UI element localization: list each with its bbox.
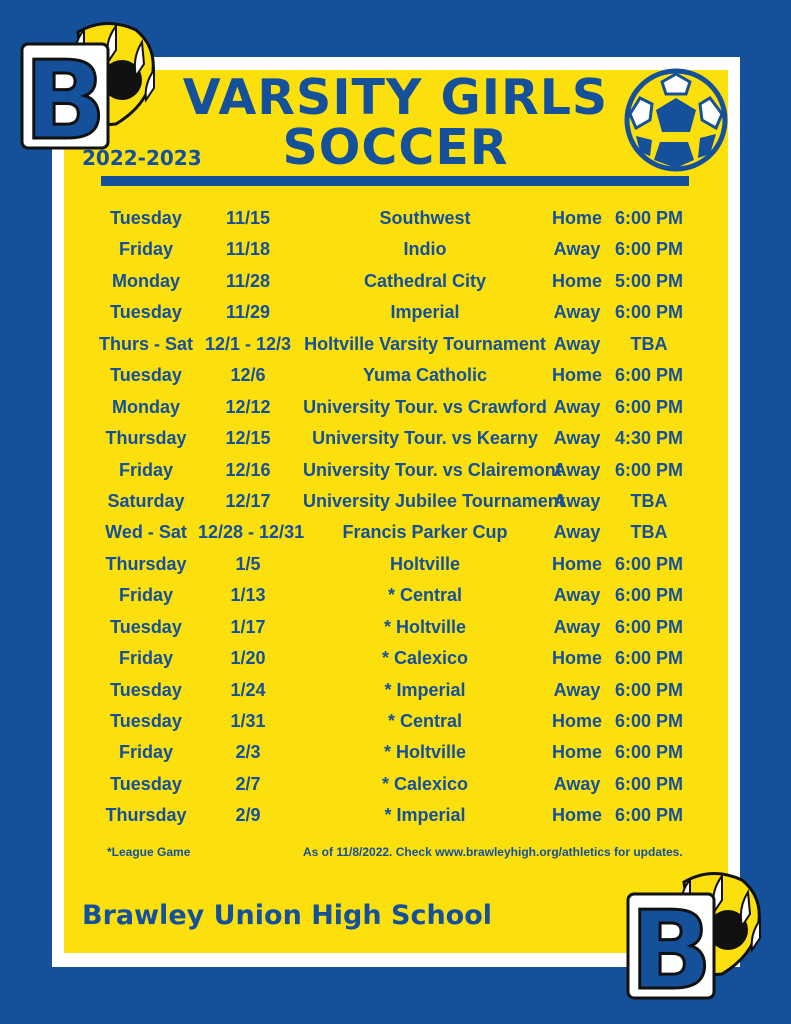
title-divider bbox=[101, 176, 689, 186]
game-day: Monday bbox=[111, 396, 180, 417]
game-opponent: Imperial bbox=[390, 302, 460, 323]
game-date: 12/17 bbox=[225, 490, 271, 511]
game-location: Away bbox=[553, 396, 601, 417]
game-opponent: Holtville Varsity Tournament bbox=[304, 333, 546, 354]
game-date: 11/29 bbox=[225, 302, 271, 323]
game-opponent: Cathedral City bbox=[363, 270, 487, 291]
title-line-1: VARSITY GIRLS bbox=[182, 69, 609, 126]
game-date: 11/15 bbox=[225, 208, 271, 228]
schedule-row bbox=[0, 362, 791, 393]
game-date: 1/17 bbox=[230, 616, 266, 637]
game-date: 11/18 bbox=[225, 239, 271, 260]
game-day: Tuesday bbox=[110, 365, 182, 386]
game-location: Away bbox=[553, 459, 601, 480]
game-opponent: University Tour. vs Clairemont bbox=[303, 459, 562, 480]
schedule-row bbox=[0, 645, 791, 676]
school-name: Brawley Union High School bbox=[82, 900, 493, 931]
schedule-row bbox=[0, 614, 791, 645]
game-opponent: * Calexico bbox=[381, 648, 469, 669]
schedule-row bbox=[0, 708, 791, 739]
game-location: Away bbox=[553, 773, 601, 794]
game-time: 6:00 PM bbox=[614, 239, 684, 260]
game-location: Home bbox=[551, 553, 602, 574]
game-location: Home bbox=[551, 805, 602, 826]
game-day: Tuesday bbox=[110, 711, 182, 731]
game-opponent: * Imperial bbox=[384, 679, 466, 700]
schedule-row bbox=[0, 331, 791, 362]
game-opponent: Holtville bbox=[389, 553, 460, 574]
game-time: 6:00 PM bbox=[614, 396, 684, 417]
schedule-row bbox=[0, 677, 791, 708]
schedule-row bbox=[0, 551, 791, 582]
game-day: Friday bbox=[118, 459, 174, 480]
game-opponent: University Jubilee Tournament bbox=[303, 490, 565, 511]
season-label: 2022-2023 bbox=[82, 146, 202, 170]
schedule-row bbox=[0, 268, 791, 299]
b-claw-logo-icon bbox=[624, 864, 764, 1000]
game-date: 12/15 bbox=[225, 428, 271, 449]
game-location: Home bbox=[551, 648, 602, 669]
game-location: Home bbox=[551, 208, 602, 228]
game-date: 12/12 bbox=[225, 396, 271, 417]
title-line-2: SOCCER bbox=[282, 119, 509, 176]
logo-letter: B bbox=[23, 39, 107, 150]
game-date: 2/9 bbox=[235, 805, 261, 826]
game-location: Away bbox=[553, 302, 601, 323]
game-date: 1/24 bbox=[230, 679, 266, 700]
game-date: 12/28 - 12/31 bbox=[198, 522, 305, 543]
game-day: Tuesday bbox=[110, 616, 182, 637]
schedule-row bbox=[0, 394, 791, 425]
schedule-row bbox=[0, 519, 791, 550]
game-day: Friday bbox=[118, 239, 174, 260]
game-day: Tuesday bbox=[110, 679, 182, 700]
schedule-row bbox=[0, 457, 791, 488]
game-opponent: * Calexico bbox=[381, 773, 469, 794]
game-opponent: * Central bbox=[387, 711, 463, 731]
game-location: Home bbox=[551, 711, 602, 731]
game-opponent: * Holtville bbox=[383, 742, 467, 763]
game-date: 2/3 bbox=[235, 742, 261, 763]
game-date: 2/7 bbox=[235, 773, 261, 794]
game-day: Wed - Sat bbox=[105, 522, 187, 543]
game-day: Thursday bbox=[105, 553, 187, 574]
update-footnote: As of 11/8/2022. Check www.brawleyhigh.org/athletics for updates. bbox=[303, 845, 683, 859]
schedule-row bbox=[0, 425, 791, 456]
game-date: 1/20 bbox=[230, 648, 266, 669]
game-location: Away bbox=[553, 239, 601, 260]
game-time: 6:00 PM bbox=[614, 648, 684, 669]
schedule-row bbox=[0, 739, 791, 770]
game-time: 6:00 PM bbox=[614, 585, 684, 606]
game-day: Thurs - Sat bbox=[98, 333, 193, 354]
game-location: Home bbox=[551, 742, 602, 763]
game-opponent: University Tour. vs Crawford bbox=[303, 396, 547, 417]
game-date: 11/28 bbox=[225, 270, 271, 291]
game-time: 4:30 PM bbox=[614, 428, 684, 449]
schedule-row bbox=[0, 582, 791, 613]
league-footnote: *League Game bbox=[107, 845, 191, 859]
game-time: 6:00 PM bbox=[614, 679, 684, 700]
game-time: 6:00 PM bbox=[614, 208, 684, 228]
game-location: Away bbox=[553, 333, 601, 354]
game-location: Away bbox=[553, 428, 601, 449]
game-day: Friday bbox=[118, 648, 174, 669]
game-time: 6:00 PM bbox=[614, 459, 684, 480]
game-day: Tuesday bbox=[110, 773, 182, 794]
game-location: Away bbox=[553, 679, 601, 700]
game-opponent: Indio bbox=[403, 239, 447, 260]
game-date: 12/6 bbox=[230, 365, 266, 386]
schedule-row bbox=[0, 236, 791, 267]
schedule-row bbox=[0, 488, 791, 519]
game-location: Away bbox=[553, 490, 601, 511]
schedule-row bbox=[0, 299, 791, 330]
game-time: 6:00 PM bbox=[614, 302, 684, 323]
game-opponent: Francis Parker Cup bbox=[342, 522, 508, 543]
game-location: Away bbox=[553, 616, 601, 637]
game-day: Thursday bbox=[105, 428, 187, 449]
game-location: Home bbox=[551, 365, 602, 386]
schedule-table bbox=[0, 205, 791, 834]
game-time: TBA bbox=[630, 333, 668, 354]
game-time: 6:00 PM bbox=[614, 742, 684, 763]
game-location: Away bbox=[553, 585, 601, 606]
schedule-row bbox=[0, 802, 791, 833]
logo-letter: B bbox=[629, 889, 713, 1000]
game-time: 6:00 PM bbox=[614, 711, 684, 731]
game-time: 6:00 PM bbox=[614, 365, 684, 386]
game-day: Tuesday bbox=[110, 208, 182, 228]
game-opponent: * Central bbox=[387, 585, 463, 606]
game-time: 6:00 PM bbox=[614, 773, 684, 794]
game-date: 12/16 bbox=[225, 459, 271, 480]
game-location: Away bbox=[553, 522, 601, 543]
game-time: TBA bbox=[630, 490, 668, 511]
game-day: Friday bbox=[118, 585, 174, 606]
game-opponent: * Imperial bbox=[384, 805, 466, 826]
game-time: 6:00 PM bbox=[614, 553, 684, 574]
game-day: Tuesday bbox=[110, 302, 182, 323]
game-time: TBA bbox=[630, 522, 668, 543]
game-date: 12/1 - 12/3 bbox=[204, 333, 292, 354]
game-day: Thursday bbox=[105, 805, 187, 826]
schedule-row bbox=[0, 771, 791, 802]
game-opponent: Yuma Catholic bbox=[362, 365, 488, 386]
game-date: 1/13 bbox=[230, 585, 266, 606]
game-opponent: Southwest bbox=[379, 208, 471, 228]
game-day: Monday bbox=[111, 270, 180, 291]
game-time: 6:00 PM bbox=[614, 805, 684, 826]
game-date: 1/5 bbox=[235, 553, 261, 574]
game-opponent: * Holtville bbox=[383, 616, 467, 637]
game-opponent: University Tour. vs Kearny bbox=[312, 428, 538, 449]
game-location: Home bbox=[551, 270, 602, 291]
game-time: 6:00 PM bbox=[614, 616, 684, 637]
game-time: 5:00 PM bbox=[614, 270, 684, 291]
game-date: 1/31 bbox=[230, 711, 266, 731]
schedule-row bbox=[0, 205, 791, 236]
game-day: Friday bbox=[118, 742, 174, 763]
game-day: Saturday bbox=[107, 490, 185, 511]
